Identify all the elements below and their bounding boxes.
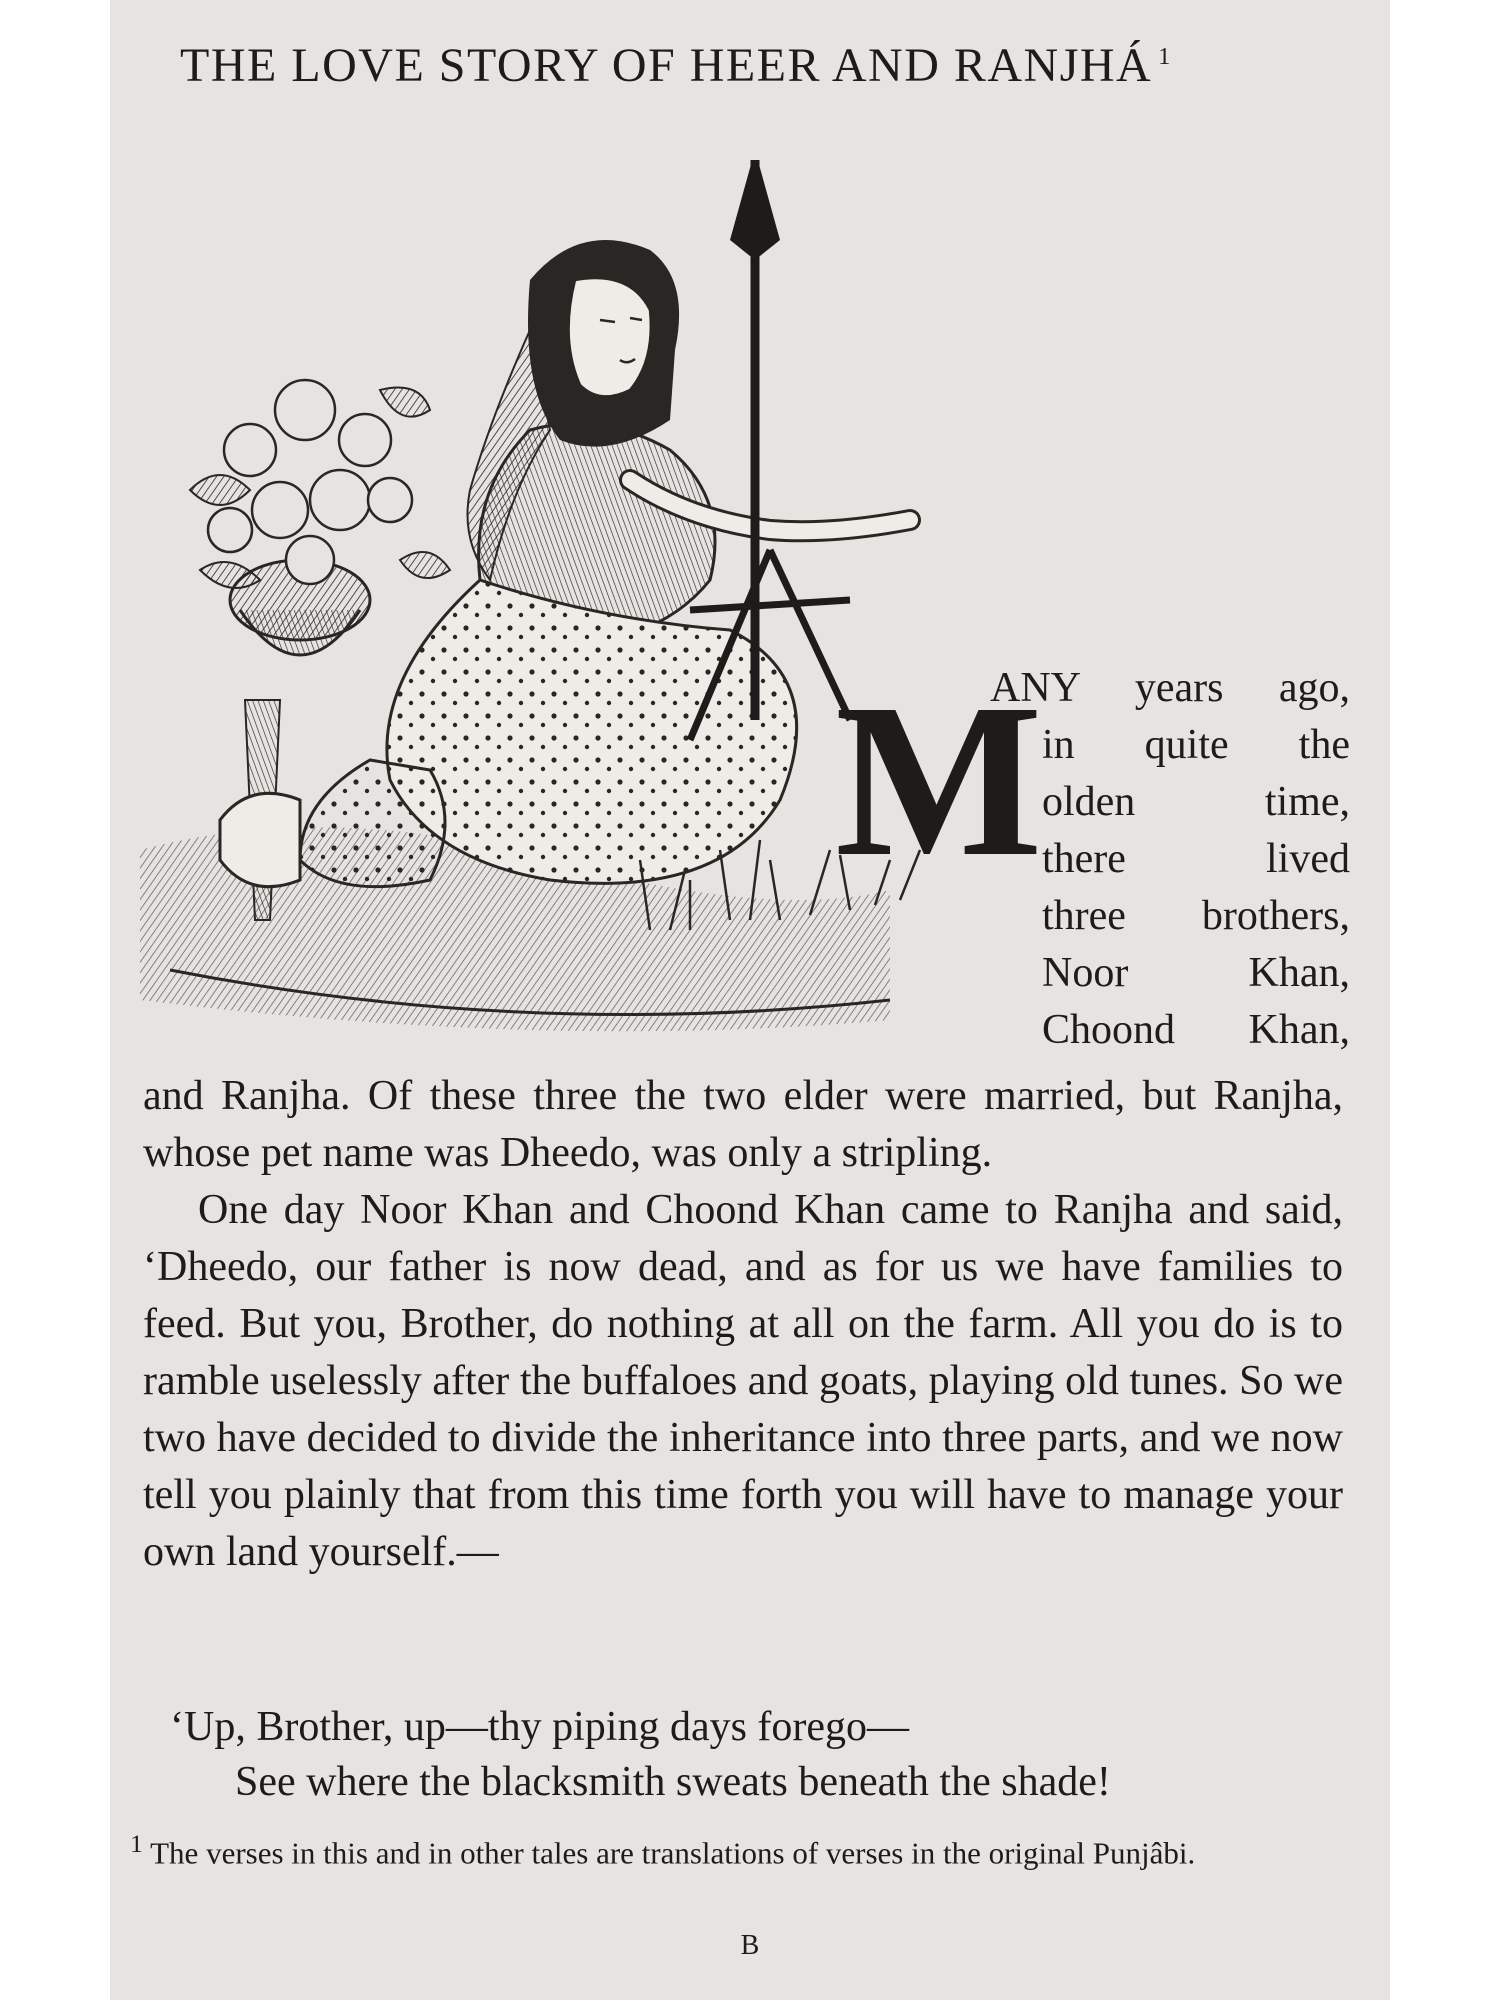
opening-line-6: Noor Khan, — [1042, 950, 1350, 996]
opening-line-3: olden time, — [1042, 779, 1350, 825]
paragraph-1: and Ranjha. Of these three the two elder were married, but Ranjha, whose pet name was Dheedo, was only a stripling. — [143, 1073, 1343, 1176]
book-page — [110, 0, 1390, 2000]
opening-lines — [990, 660, 1350, 1059]
opening-line-1: ANY years ago, — [990, 665, 1350, 711]
verse-line-2: See where the blacksmith sweats beneath the shade! — [235, 1759, 1111, 1805]
footnote-marker: 1 — [130, 1829, 143, 1858]
opening-line-5: three brothers, — [1042, 893, 1350, 939]
verse-line-1: ‘Up, Brother, up—thy piping days forego— — [170, 1704, 910, 1750]
body-text — [143, 1068, 1343, 1581]
verse — [170, 1700, 1350, 1810]
page-signature: B — [740, 1930, 760, 1961]
footnote-text: The verses in this and in other tales are translations of verses in the original Punjâbi. — [150, 1835, 1196, 1871]
footnote — [130, 1825, 1350, 1872]
title-text: THE LOVE STORY OF HEER AND RANJHÁ — [180, 39, 1153, 92]
drop-cap: M — [835, 658, 1043, 902]
page-title — [180, 38, 1380, 93]
opening-line-4: there lived — [1042, 836, 1350, 882]
title-footnote-marker: 1 — [1158, 44, 1172, 70]
paragraph-2: One day Noor Khan and Choond Khan came to Ranjha and said, ‘Dheedo, our father is now dead, and as for us we have families to feed. But you, Brother, do nothing at all on the farm. All you do is to ramble uselessly after the buffaloes and goats, playing old tunes. So we two have decided to divide the inheritance into three parts, and we now tell you plainly that from this time forth you will have to manage your own land yourself.— — [143, 1187, 1343, 1575]
opening-line-7: Choond Khan, — [1042, 1007, 1350, 1053]
engraving-illustration — [130, 160, 1090, 1060]
opening-line-2: in quite the — [1042, 722, 1350, 768]
